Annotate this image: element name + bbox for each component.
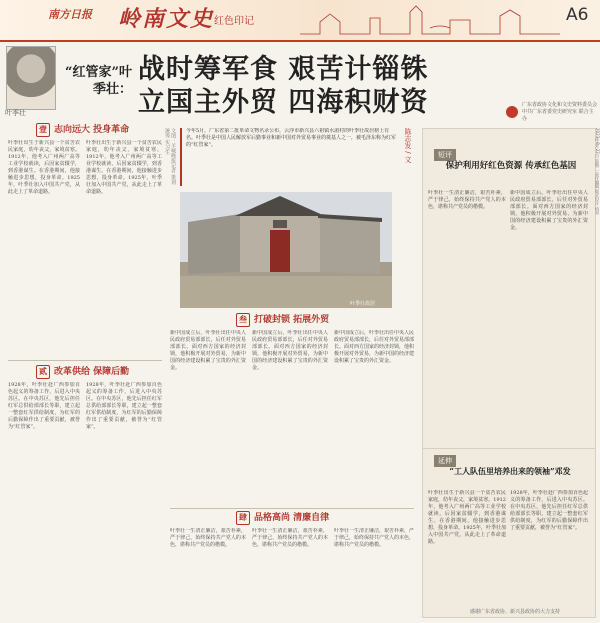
- section-number: 壹: [36, 123, 50, 137]
- section-heading-1: [36, 122, 129, 137]
- body-text-col-3: 1928年，叶季壮赴广西参加百色起义的筹备工作，后进入中央苏区。在中央苏区，他先后担任红军总供给部部长等职，建立起一整套红军供给制度，为红军的后勤保障作出了重要贡献，被誉为“红管家”。: [8, 382, 80, 430]
- house-photo: [180, 192, 392, 308]
- divider: [170, 508, 414, 509]
- masthead: [0, 0, 600, 42]
- headline-line-1: 战时筹军食 艰苦计锱铢: [138, 54, 429, 85]
- sidebar-text-2: 1928年，叶季壮赴广西参加百色起义的筹备工作，后进入中央苏区。在中央苏区，他先后担任红军总供给部部长等职，建立起一整套红军供给制度，为红军的后勤保障作出了重要贡献，被誉为“红管家”。: [510, 490, 588, 531]
- section-number: 肆: [236, 511, 250, 525]
- city-skyline-icon: [300, 4, 560, 38]
- body-text-col-4: 1928年，叶季壮赴广西参加百色起义的筹备工作，后进入中央苏区。在中央苏区，他先后担任红军总供给部部长等职，建立起一整套红军供给制度，为红军的后勤保障作出了重要贡献，被誉为“红管家”。: [86, 382, 162, 430]
- body-text-col-7: 新中国成立后，叶季壮出任中央人民政府贸易部部长，后任对外贸易部部长。面对西方国家的经济封锁，他积极开展对外贸易，为新中国的经济建设积累了宝贵的外汇资金。: [334, 330, 414, 364]
- section-heading-2: [36, 364, 129, 379]
- vertical-author: 陈志发 / 文: [404, 128, 412, 163]
- page-number: A6: [566, 5, 589, 25]
- emblem-icon: [506, 106, 518, 118]
- byline: 文图：羊城晚报记者 策划统筹 实习生: [164, 128, 176, 185]
- commentary-title: 保护利用好红色资源 传承红色基因: [445, 161, 577, 171]
- column-subtitle: 红色印记: [214, 16, 254, 27]
- sidebar-title: “工人队伍里培养出来的领袖”邓发: [449, 466, 571, 476]
- divider: [8, 360, 162, 361]
- section-title: 改革供给 保障后勤: [54, 367, 130, 377]
- section-title: 志向远大 投身革命: [54, 125, 130, 135]
- ancestral-house-image: [180, 192, 392, 308]
- column-name: 岭南文史: [118, 6, 215, 32]
- intro-paragraph: 今年5月，广东省第二批革命文物名录公布，云浮市新兴县六祖镇水湄村的叶季壮故居榜上有名。叶季壮是中国人民解放军后勤事业和新中国对外贸易事业的奠基人之一，被毛泽东称为红军的“红管家”。: [180, 128, 396, 186]
- section-heading-4: [236, 510, 329, 525]
- section-number: 贰: [36, 365, 50, 379]
- commentary-text-2: 新中国成立后，叶季壮出任中央人民政府贸易部部长，后任对外贸易部部长。面对西方国家的经济封锁，他积极开展对外贸易，为新中国的经济建设积累了宝贵的外汇资金。: [510, 190, 588, 231]
- newspaper-logo: 南方日报: [48, 8, 92, 21]
- body-text-col-5: 新中国成立后，叶季壮出任中央人民政府贸易部部长，后任对外贸易部部长。面对西方国家的经济封锁，他积极开展对外贸易，为新中国的经济建设积累了宝贵的外汇资金。: [170, 330, 246, 371]
- sidebar-text-1: 叶季壮出生于新兴县一个贫苦农民家庭，幼年丧父，家境贫寒。1912年，他考入广州两广高等工业学校就读，后因家贫辍学，到香港谋生。在香港期间，他接触进步思想，投身革命。1925年，叶季壮加入中国共产党，从此走上了革命道路。: [428, 490, 506, 545]
- section-title: 打破封锁 拓展外贸: [254, 315, 330, 325]
- commentary-label: 短评: [434, 149, 456, 161]
- section-title: 品格高尚 清廉自律: [254, 513, 330, 523]
- sidebar-label: 延伸: [434, 455, 456, 467]
- body-text-col-1: 叶季壮出生于新兴县一个贫苦农民家庭，幼年丧父，家境贫寒。1912年，他考入广州两广高等工业学校就读，后因家贫辍学，到香港谋生。在香港期间，他接触进步思想，投身革命。1925年，叶季壮加入中国共产党，从此走上了革命道路。: [8, 140, 80, 195]
- body-text-col-8: 叶季壮一生清正廉洁，艰苦朴素，严于律己，始终保持共产党人的本色，堪称共产党员的楷模。: [170, 528, 246, 548]
- footer-note: 感谢广东省政协、新兴县政协的大力支持: [470, 609, 561, 615]
- commentary-text-1: 叶季壮一生清正廉洁，艰苦朴素，严于律己，始终保持共产党人的本色，堪称共产党员的楷模。: [428, 190, 506, 210]
- body-text-col-2: 叶季壮出生于新兴县一个贫苦农民家庭，幼年丧父，家境贫寒。1912年，他考入广州两广高等工业学校就读，后因家贫辍学，到香港谋生。在香港期间，他接触进步思想，投身革命。1925年，叶季壮加入中国共产党，从此走上了革命道路。: [86, 140, 162, 195]
- photo-caption: 叶季壮故居: [350, 301, 376, 307]
- body-text-col-6: 新中国成立后，叶季壮出任中央人民政府贸易部部长，后任对外贸易部部长。面对西方国家的经济封锁，他积极开展对外贸易，为新中国的经济建设积累了宝贵的外汇资金。: [252, 330, 328, 371]
- portrait-caption: 叶季壮: [5, 109, 26, 117]
- portrait-photo: [6, 46, 56, 110]
- section-number: 叁: [236, 313, 250, 327]
- organizer-text: 广东省政协文化和文史资料委员会 中共广东省委党史研究室 联合主办: [522, 102, 598, 122]
- section-heading-3: [236, 312, 329, 327]
- headline-line-2: 立国主外贸 四海积财资: [138, 87, 429, 118]
- page-edge-info: 2023年8月22日 星期二 责任编辑 版式设计 校对: [595, 128, 600, 215]
- body-text-col-9: 叶季壮一生清正廉洁，艰苦朴素，严于律己，始终保持共产党人的本色，堪称共产党员的楷模。: [252, 528, 328, 548]
- body-text-col-10: 叶季壮一生清正廉洁，艰苦朴素，严于律己，始终保持共产党人的本色，堪称共产党员的楷模。: [334, 528, 414, 548]
- headline-kicker: “红管家”叶季壮：: [65, 65, 132, 97]
